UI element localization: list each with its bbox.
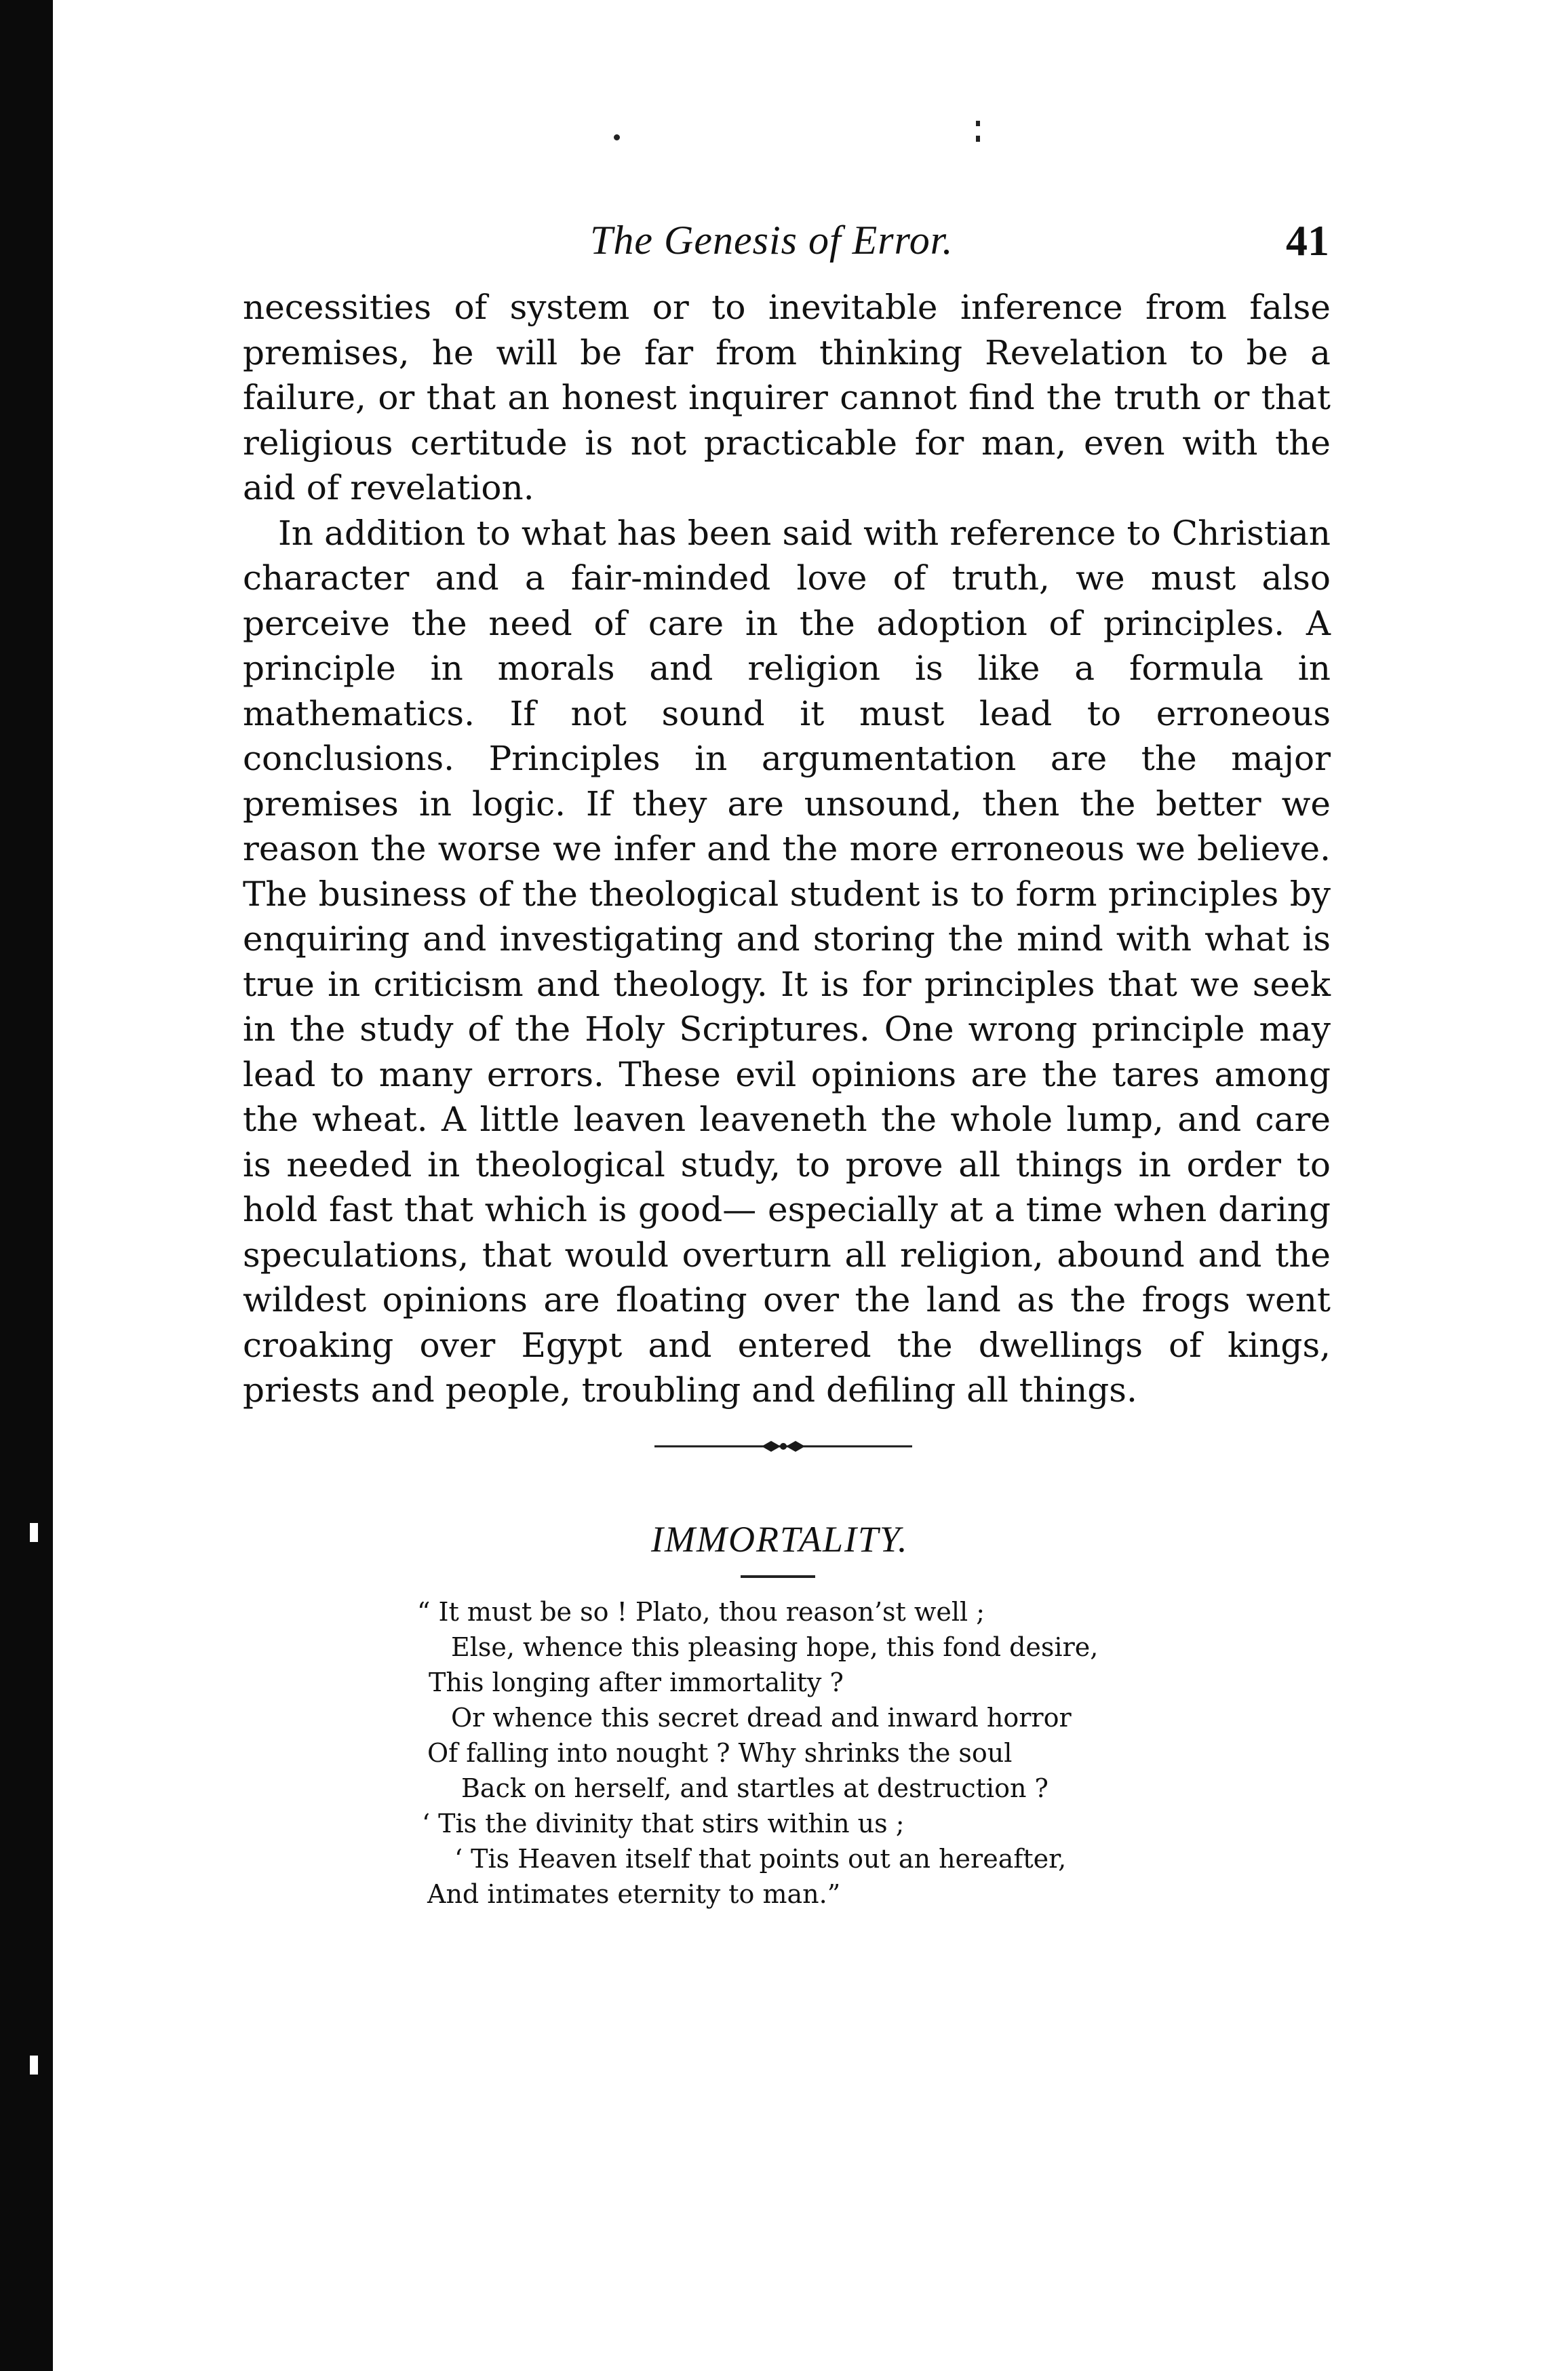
page-title: The Genesis of Error. [590,218,954,263]
scan-speck [976,136,980,142]
poem-line: And intimates eternity to man.” [427,1879,841,1909]
page-number: 41 [1286,216,1329,265]
scan-edge-gap [30,2056,38,2075]
poem-line: This longing after immortality ? [429,1668,844,1697]
scan-speck [614,134,620,140]
poem-line: Back on herself, and startles at destruction ? [461,1773,1048,1803]
scan-edge-gap [30,1523,38,1542]
running-head [231,204,1329,271]
poem-line: Of falling into nought ? Why shrinks the soul [427,1738,1013,1768]
poem-line: Else, whence this pleasing hope, this fond desire, [451,1632,1099,1662]
poem-line: “ It must be so ! Plato, thou reason’st well ; [417,1597,985,1627]
title-rule [741,1575,815,1578]
body-text [243,285,1331,1413]
poem-line: ‘ Tis the divinity that stirs within us ; [422,1809,905,1838]
section-divider-ornament [654,1438,912,1454]
poem-line: Or whence this secret dread and inward horror [451,1703,1072,1733]
scan-edge-bar [0,0,53,2371]
section-title: IMMORTALITY. [651,1519,909,1560]
poem-line: ‘ Tis Heaven itself that points out an hereafter, [454,1844,1067,1874]
paragraph: necessities of system or to inevitable inference from false premises, he will be far from thinking Revelation to be a failure, or that an honest inquirer cannot find the truth or that religious certitude is not practicable for man, even with the aid of revelation. [243,288,1331,507]
paragraph: In addition to what has been said with reference to Christian character and a fair-minded love of truth, we must also perceive the need of care in the adoption of principles. A principle in morals and religion is like a formula in mathematics. If not sound it must lead to erroneous conclusions. Principles in argumentation are the major premises in logic. If they are unsound, then the better we reason the worse we infer and the more erroneous we believe. The business of the theological student is to form principles by enquiring and investigating and storing the mind with what is true in criticism and theology. It is for principles that we seek in the study of the Holy Scriptures. One wrong principle may lead to many errors. These evil opinions are the tares among the wheat. A little leaven leaveneth the whole lump, and care is needed in theological study, to prove all things in order to hold fast that which is good— especially at a time when daring speculations, that would overturn all religion, abound and the wildest opinions are floating over the land as the frogs went croaking over Egypt and entered the dwellings of kings, priests and people, troubling and defiling all things. [243,513,1331,1410]
scan-speck [976,121,980,126]
